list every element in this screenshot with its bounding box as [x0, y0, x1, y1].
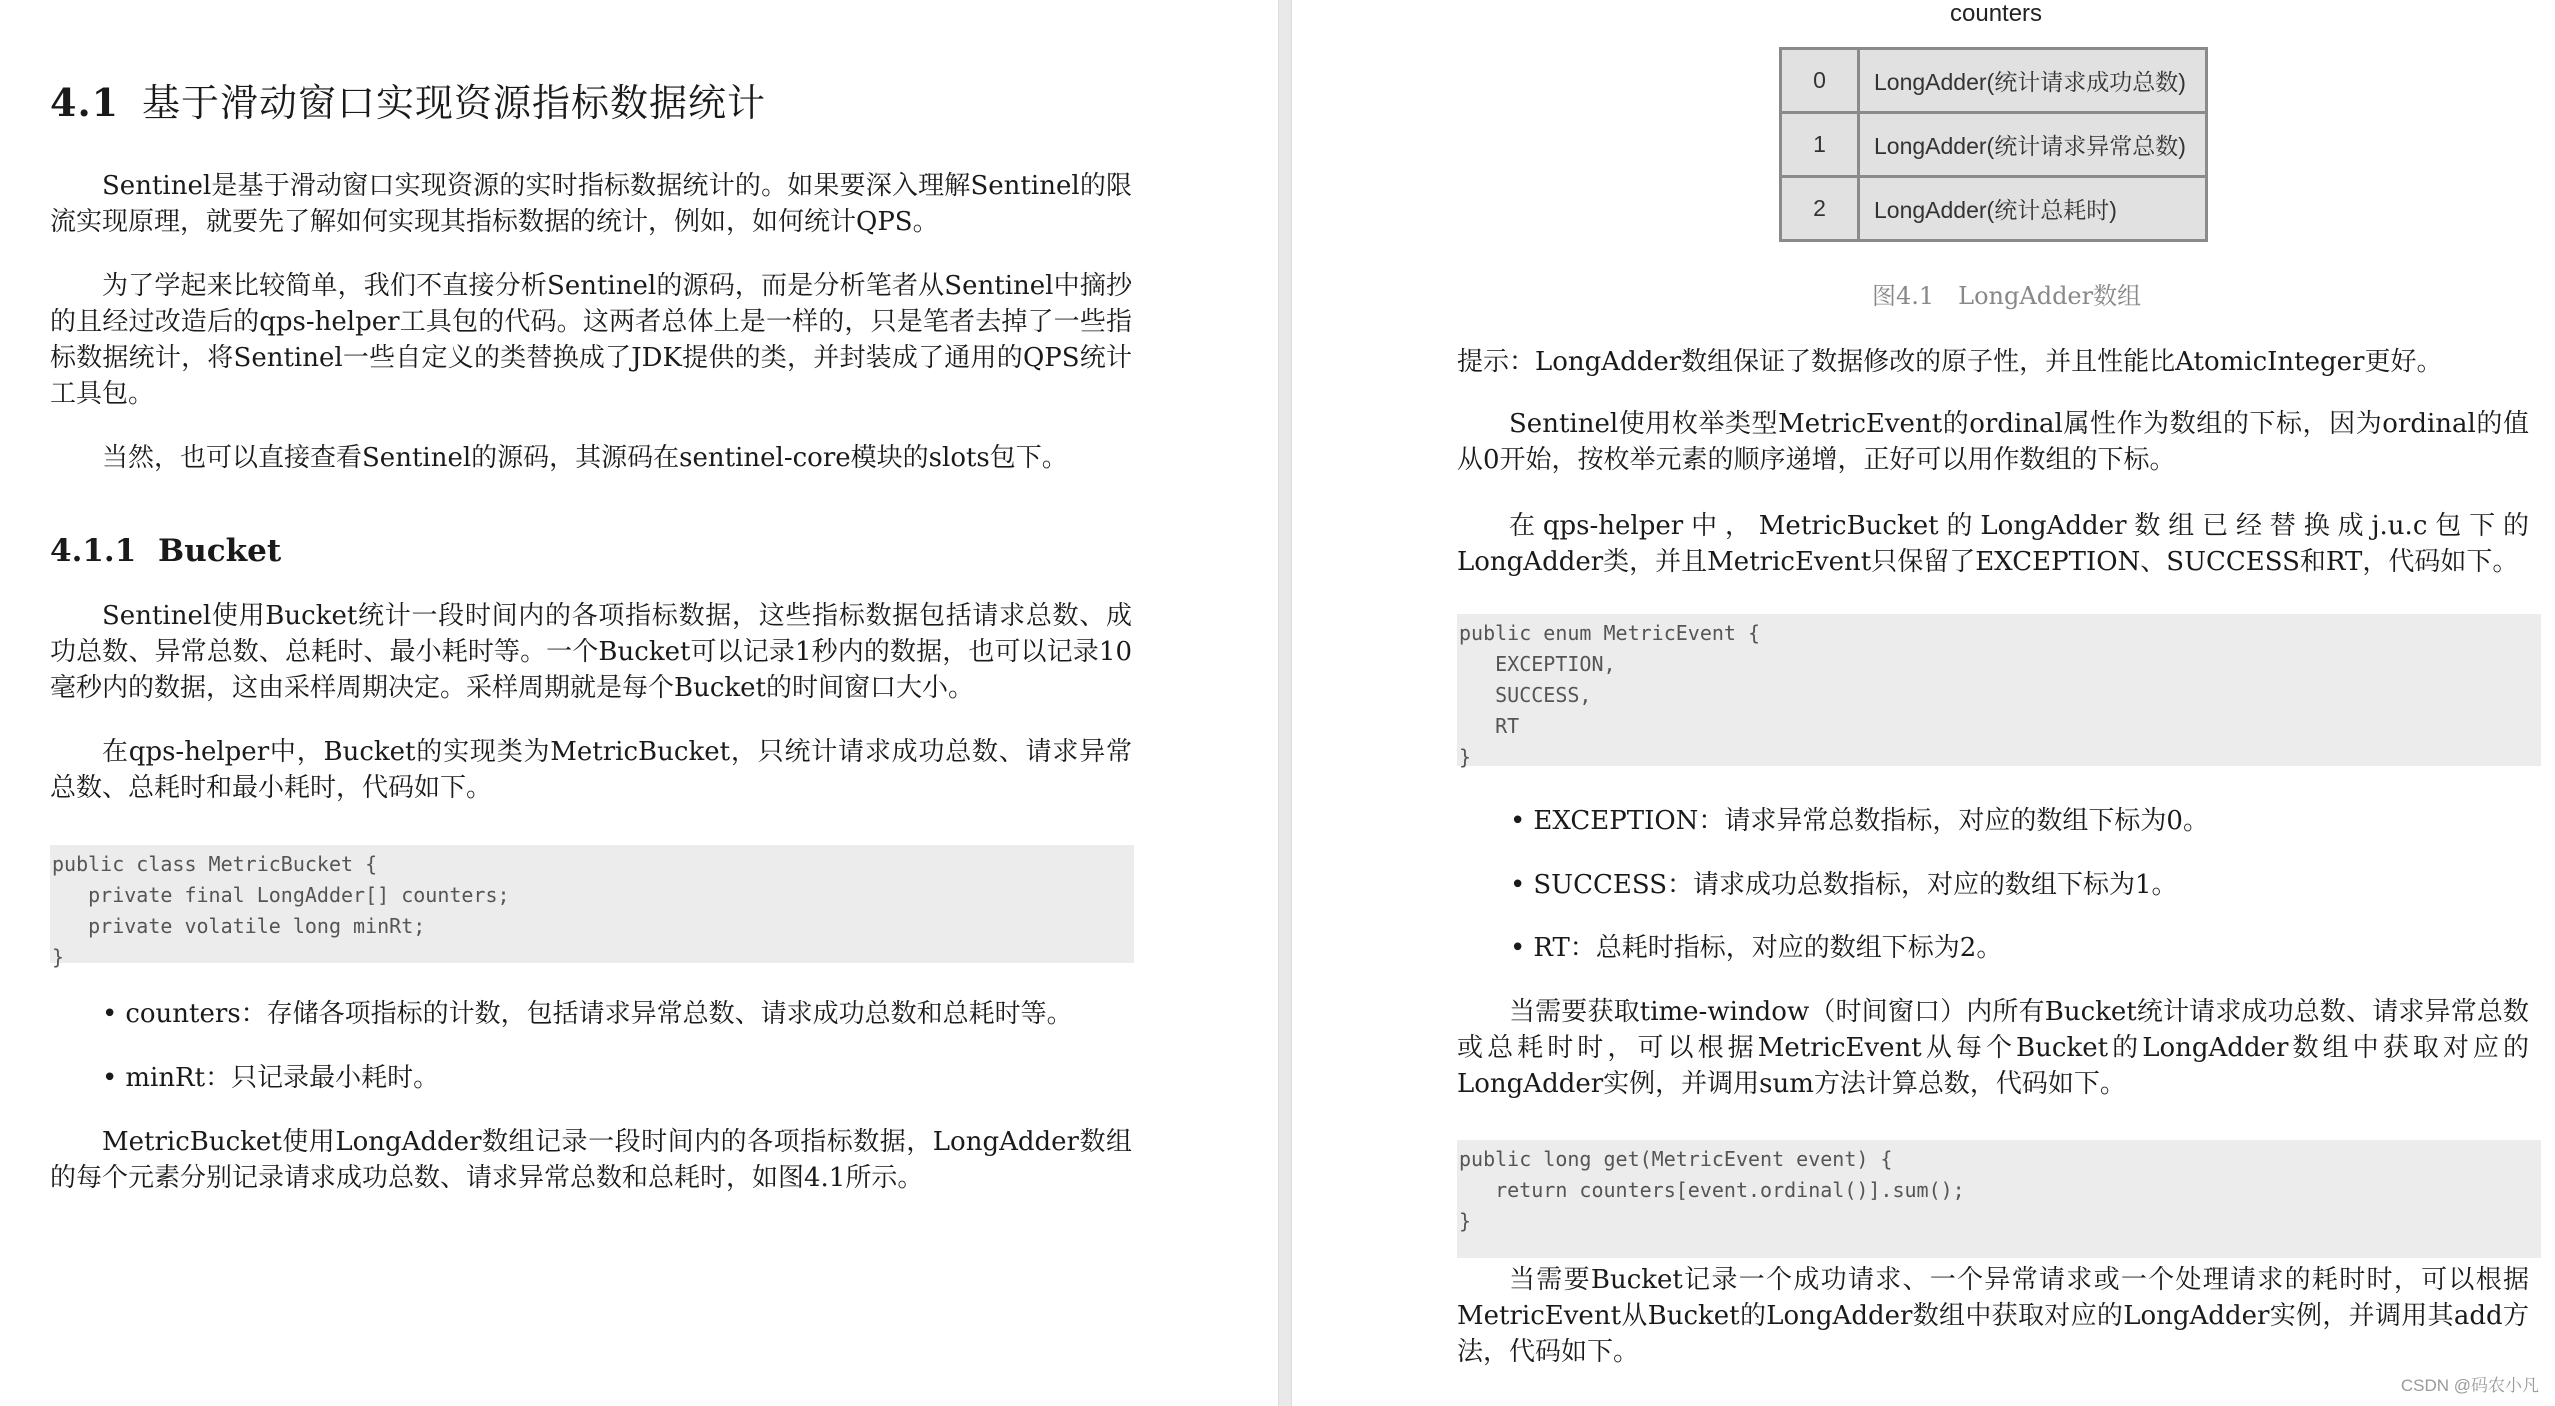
- subsection-number: 4.1.1: [50, 533, 137, 569]
- section-heading: [50, 72, 766, 127]
- bullet-text: SUCCESS：请求成功总数指标，对应的数组下标为1。: [1533, 870, 2178, 900]
- array-index: 0: [1781, 49, 1859, 113]
- array-index: 2: [1781, 177, 1859, 241]
- code-block: public long get(MetricEvent event) { return counters[event.ordinal()].sum(); }: [1457, 1140, 2541, 1258]
- longadder-array-figure: [1779, 47, 2208, 242]
- watermark: CSDN @码农小凡: [2400, 1376, 2539, 1395]
- paragraph: [1457, 406, 2529, 478]
- paragraph: 当需要Bucket记录一个成功请求、一个异常请求或一个处理请求的耗时时，可以根据MetricEvent从Bucket的LongAdder数组中获取对应的LongAdder实例，并调用其add方法，代码如下。: [1457, 1265, 2529, 1367]
- figure-title: counters: [1950, 0, 2043, 27]
- right-page: [1292, 0, 2555, 1406]
- array-row: [1781, 177, 2207, 241]
- paragraph: 在qps-helper中，MetricBucket的LongAdder数组已经替换成j.u.c包下的LongAdder类，并且MetricEvent只保留了EXCEPTION、SUCCESS和RT，代码如下。: [1457, 511, 2529, 577]
- bullet-text: RT：总耗时指标，对应的数组下标为2。: [1533, 933, 2003, 963]
- paragraph: Sentinel是基于滑动窗口实现资源的实时指标数据统计的。如果要深入理解Sentinel的限流实现原理，就要先了解如何实现其指标数据的统计，例如，如何统计QPS。: [50, 171, 1132, 237]
- page-gutter: [1278, 0, 1292, 1406]
- section-title: 基于滑动窗口实现资源指标数据统计: [142, 81, 767, 125]
- bullet-text: EXCEPTION：请求异常总数指标，对应的数组下标为0。: [1533, 806, 2209, 836]
- paragraph: 当然，也可以直接查看Sentinel的源码，其源码在sentinel-core模块的slots包下。: [102, 443, 1068, 473]
- array-value: LongAdder(统计请求异常总数): [1859, 113, 2207, 177]
- paragraph: 当需要获取time-window（时间窗口）内所有Bucket统计请求成功总数、请求异常总数或总耗时时，可以根据MetricEvent从每个Bucket的LongAdder数组中获取对应的LongAdder实例，并调用sum方法计算总数，代码如下。: [1457, 997, 2529, 1099]
- code-block: public class MetricBucket { private final LongAdder[] counters; private volatile long minRt; }: [50, 845, 1134, 963]
- paragraph: 为了学起来比较简单，我们不直接分析Sentinel的源码，而是分析笔者从Sentinel中摘抄的且经过改造后的qps-helper工具包的代码。这两者总体上是一样的，只是笔者去掉了一些指标数据统计，将Sentinel一些自定义的类替换成了JDK提供的类，并封装成了通用的QPS统计工具包。: [50, 271, 1132, 409]
- paragraph: Sentinel使用Bucket统计一段时间内的各项指标数据，这些指标数据包括请求总数、成功总数、异常总数、总耗时、最小耗时等。一个Bucket可以记录1秒内的数据，也可以记录10毫秒内的数据，这由采样周期决定。采样周期就是每个Bucket的时间窗口大小。: [50, 601, 1132, 703]
- array-value: LongAdder(统计请求成功总数): [1859, 49, 2207, 113]
- code-block: public enum MetricEvent { EXCEPTION, SUCCESS, RT }: [1457, 614, 2541, 766]
- bullet-text: minRt：只记录最小耗时。: [125, 1063, 440, 1093]
- subsection-heading: [50, 533, 281, 569]
- array-value: LongAdder(统计总耗时): [1859, 177, 2207, 241]
- tip-paragraph: 提示：LongAdder数组保证了数据修改的原子性，并且性能比AtomicInteger更好。: [1457, 347, 2443, 377]
- bullet-item: • RT：总耗时指标，对应的数组下标为2。: [1510, 933, 2003, 963]
- bullet-item: • minRt：只记录最小耗时。: [102, 1063, 440, 1093]
- section-number: 4.1: [50, 80, 120, 125]
- array-index: 1: [1781, 113, 1859, 177]
- bullet-item: • EXCEPTION：请求异常总数指标，对应的数组下标为0。: [1510, 806, 2209, 836]
- subsection-title: Bucket: [158, 533, 282, 569]
- bullet-text: counters：存储各项指标的计数，包括请求异常总数、请求成功总数和总耗时等。: [125, 999, 1073, 1029]
- bullet-item: • SUCCESS：请求成功总数指标，对应的数组下标为1。: [1510, 870, 2178, 900]
- paragraph: MetricBucket使用LongAdder数组记录一段时间内的各项指标数据，LongAdder数组的每个元素分别记录请求成功总数、请求异常总数和总耗时，如图4.1所示。: [50, 1127, 1132, 1193]
- bullet-item: • counters：存储各项指标的计数，包括请求异常总数、请求成功总数和总耗时等。: [102, 999, 1073, 1029]
- array-row: [1781, 113, 2207, 177]
- array-row: [1781, 49, 2207, 113]
- paragraph: 在qps-helper中，Bucket的实现类为MetricBucket，只统计请求成功总数、请求异常总数、总耗时和最小耗时，代码如下。: [50, 737, 1132, 803]
- figure-caption: 图4.1 LongAdder数组: [1872, 282, 2142, 310]
- paragraph-text: Sentinel使用枚举类型MetricEvent的ordinal属性作为数组的下标，因为ordinal的值从0开始，按枚举元素的顺序递增，正好可以用作数组的下标。: [1457, 409, 2529, 475]
